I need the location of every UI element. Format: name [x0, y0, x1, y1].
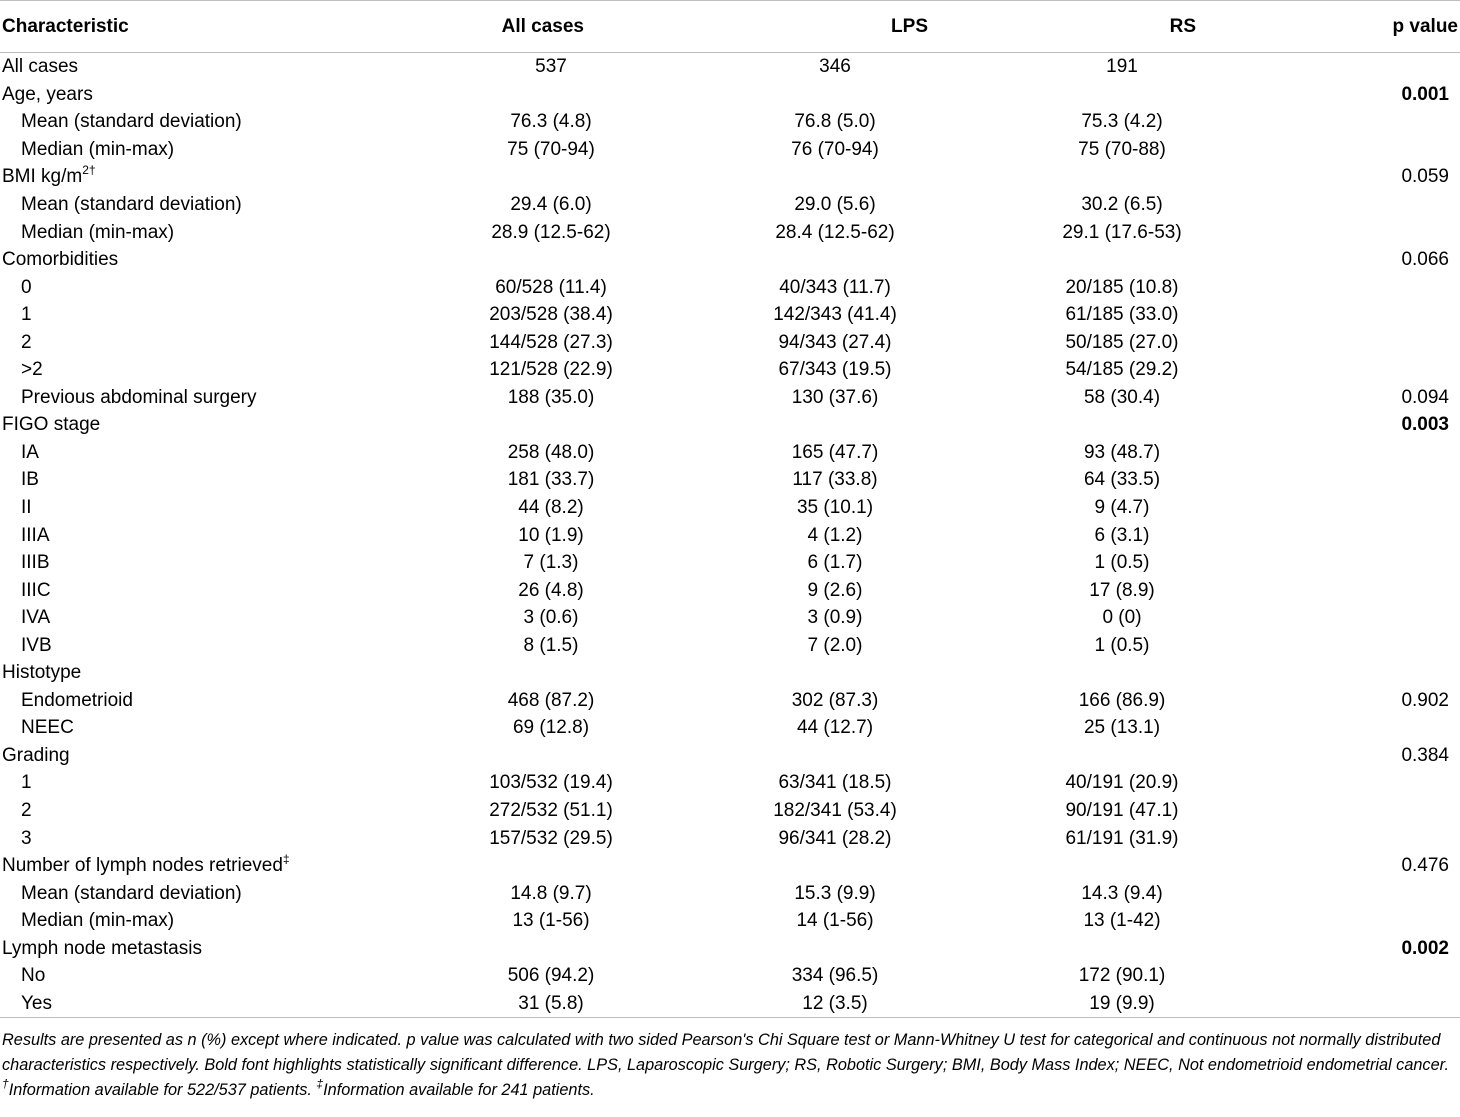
cell-characteristic	[0, 108, 420, 136]
cell-rs: 25 (13.1)	[1083, 717, 1161, 739]
cell-all-cases: 44 (8.2)	[518, 497, 584, 519]
cell-p-value: 0.066	[1401, 249, 1449, 271]
characteristic-label: 1	[21, 772, 32, 794]
table-footnote	[0, 1018, 1456, 1103]
cell-characteristic	[0, 218, 420, 246]
table-row	[0, 356, 1460, 384]
characteristic-label: No	[21, 965, 46, 987]
cell-rs: 20/185 (10.8)	[1065, 276, 1179, 298]
cell-all-cases: 272/532 (51.1)	[489, 800, 613, 822]
cell-all-cases: 188 (35.0)	[507, 386, 595, 408]
cell-all-cases	[420, 935, 662, 963]
footnote-note-bmi: Information available for 522/537 patients.	[8, 1081, 317, 1100]
characteristic-label: Lymph node metastasis	[2, 937, 202, 959]
cell-p-value	[1272, 218, 1460, 246]
characteristic-label: Age, years	[2, 83, 93, 105]
cell-characteristic	[0, 687, 420, 715]
cell-all-cases: 121/528 (22.9)	[489, 359, 613, 381]
cell-lps: 165 (47.7)	[791, 441, 879, 463]
cell-lps: 302 (87.3)	[791, 689, 879, 711]
cell-rs	[1032, 659, 1272, 687]
cell-characteristic	[0, 81, 420, 109]
cell-all-cases: 75 (70-94)	[507, 138, 595, 160]
characteristic-label: Mean (standard deviation)	[21, 111, 242, 133]
table-row	[0, 962, 1460, 990]
cell-characteristic	[0, 935, 420, 963]
table-row	[0, 218, 1460, 246]
cell-all-cases: 258 (48.0)	[507, 441, 595, 463]
cell-p-value	[1272, 356, 1460, 384]
cell-lps: 35 (10.1)	[796, 497, 874, 519]
cell-lps: 9 (2.6)	[807, 579, 863, 601]
cell-all-cases: 3 (0.6)	[523, 607, 579, 629]
cell-characteristic	[0, 466, 420, 494]
table-row	[0, 907, 1460, 935]
cell-lps: 334 (96.5)	[791, 965, 879, 987]
cell-characteristic	[0, 742, 420, 770]
cell-all-cases: 10 (1.9)	[518, 524, 584, 546]
characteristic-superscript: 2†	[82, 163, 96, 178]
cell-p-value	[1272, 466, 1460, 494]
cell-p-value	[1272, 604, 1460, 632]
cell-characteristic	[0, 852, 420, 880]
table-row	[0, 852, 1460, 880]
cell-rs: 75 (70-88)	[1078, 138, 1166, 160]
cell-characteristic	[0, 797, 420, 825]
cell-p-value	[1272, 494, 1460, 522]
characteristic-label: IIIC	[21, 579, 51, 601]
cell-rs: 54/185 (29.2)	[1065, 359, 1179, 381]
cell-lps: 14 (1-56)	[796, 910, 874, 932]
table-row	[0, 439, 1460, 467]
characteristic-label: Yes	[21, 992, 52, 1014]
cell-all-cases: 26 (4.8)	[518, 579, 584, 601]
cell-characteristic	[0, 494, 420, 522]
cell-rs: 93 (48.7)	[1083, 441, 1161, 463]
cell-p-value	[1272, 631, 1460, 659]
characteristic-label: Median (min-max)	[21, 138, 175, 160]
cell-lps	[662, 81, 1032, 109]
characteristic-label: IB	[21, 469, 39, 491]
cell-lps: 142/343 (41.4)	[773, 304, 897, 326]
table-row	[0, 742, 1460, 770]
characteristic-label: IA	[21, 441, 39, 463]
cell-all-cases: 28.9 (12.5-62)	[491, 221, 611, 243]
cell-rs: 61/191 (31.9)	[1065, 827, 1179, 849]
table-row	[0, 879, 1460, 907]
cell-p-value	[1272, 273, 1460, 301]
cell-all-cases: 157/532 (29.5)	[489, 827, 613, 849]
cell-all-cases: 144/528 (27.3)	[489, 331, 613, 353]
cell-characteristic	[0, 136, 420, 164]
header-p-value: p value	[1272, 1, 1460, 53]
table-row	[0, 81, 1460, 109]
cell-lps: 12 (3.5)	[662, 990, 1032, 1018]
cell-lps: 117 (33.8)	[792, 469, 878, 491]
cell-characteristic	[0, 769, 420, 797]
cell-rs	[1032, 163, 1272, 191]
cell-characteristic	[0, 962, 420, 990]
cell-rs: 166 (86.9)	[1078, 689, 1166, 711]
cell-all-cases: 29.4 (6.0)	[510, 194, 592, 215]
cell-rs: 58 (30.4)	[1083, 386, 1161, 408]
cell-rs	[1032, 246, 1272, 274]
characteristic-label: Median (min-max)	[21, 910, 175, 932]
cell-lps: 67/343 (19.5)	[778, 359, 892, 381]
table-row	[0, 246, 1460, 274]
characteristic-label: 2	[21, 800, 32, 822]
table-row	[0, 604, 1460, 632]
footnote-dagger-mark: †	[2, 1076, 9, 1091]
table-row	[0, 384, 1460, 412]
cell-p-value: 0.902	[1401, 689, 1449, 711]
cell-lps: 6 (1.7)	[807, 552, 863, 574]
cell-rs: 13 (1-42)	[1083, 910, 1161, 932]
cell-p-value	[1272, 990, 1460, 1018]
characteristic-label: IVB	[21, 634, 52, 656]
cell-rs: 50/185 (27.0)	[1065, 331, 1179, 353]
cell-lps: 3 (0.9)	[807, 607, 863, 629]
cell-characteristic	[0, 907, 420, 935]
cell-p-value	[1272, 962, 1460, 990]
cell-characteristic	[0, 53, 420, 81]
cell-characteristic	[0, 549, 420, 577]
cell-all-cases	[420, 81, 662, 109]
table-row	[0, 411, 1460, 439]
cell-p-value	[1272, 769, 1460, 797]
cell-all-cases: 76.3 (4.8)	[510, 111, 592, 133]
footnote-double-dagger-mark: ‡	[316, 1076, 324, 1091]
cell-lps: 94/343 (27.4)	[778, 331, 892, 353]
cell-p-value: 0.002	[1401, 937, 1449, 959]
cell-p-value: 0.384	[1401, 744, 1449, 766]
characteristic-label: IIIA	[21, 524, 50, 546]
cell-characteristic	[0, 521, 420, 549]
cell-rs: 14.3 (9.4)	[1081, 882, 1163, 904]
characteristic-label: Mean (standard deviation)	[21, 882, 242, 904]
cell-p-value	[1272, 328, 1460, 356]
table-row	[0, 273, 1460, 301]
cell-rs	[1032, 742, 1272, 770]
characteristic-label: IIIB	[21, 552, 50, 574]
cell-lps: 76 (70-94)	[791, 138, 879, 160]
cell-characteristic	[0, 659, 420, 687]
characteristic-superscript: ‡	[282, 851, 290, 866]
cell-rs: 191	[1106, 56, 1138, 78]
cell-all-cases: 14.8 (9.7)	[510, 882, 592, 904]
cell-p-value	[1272, 824, 1460, 852]
table-row	[0, 824, 1460, 852]
table-row	[0, 935, 1460, 963]
cell-p-value	[1272, 797, 1460, 825]
characteristic-label: NEEC	[21, 717, 74, 739]
cell-lps: 182/341 (53.4)	[773, 800, 897, 822]
cell-all-cases: 8 (1.5)	[523, 634, 579, 656]
cell-p-value	[1272, 879, 1460, 907]
cell-lps	[662, 852, 1032, 880]
table-row	[0, 328, 1460, 356]
cell-lps	[662, 246, 1032, 274]
cell-p-value	[1272, 439, 1460, 467]
cell-lps: 15.3 (9.9)	[794, 882, 876, 904]
cell-rs: 9 (4.7)	[1094, 497, 1150, 519]
characteristic-label: Mean (standard deviation)	[21, 194, 242, 215]
cell-p-value: 0.003	[1401, 414, 1449, 436]
characteristic-label: 2	[21, 331, 32, 353]
cell-all-cases: 537	[535, 56, 567, 78]
cell-lps: 63/341 (18.5)	[778, 772, 892, 794]
characteristic-label: >2	[21, 359, 43, 381]
cell-lps: 4 (1.2)	[807, 524, 863, 546]
header-all-cases: All cases	[420, 1, 662, 53]
cell-characteristic	[0, 631, 420, 659]
cell-p-value	[1272, 549, 1460, 577]
cell-lps: 29.0 (5.6)	[794, 194, 876, 215]
cell-lps: 28.4 (12.5-62)	[775, 221, 895, 243]
cell-characteristic	[0, 356, 420, 384]
cell-rs	[1032, 411, 1272, 439]
cell-p-value: 0.094	[1401, 386, 1449, 408]
cell-lps: 130 (37.6)	[791, 386, 879, 408]
cell-characteristic	[0, 191, 420, 219]
cell-rs	[1032, 81, 1272, 109]
cell-all-cases: 7 (1.3)	[523, 552, 579, 574]
cell-all-cases: 60/528 (11.4)	[495, 276, 607, 298]
cell-all-cases: 506 (94.2)	[507, 965, 595, 987]
table-row	[0, 521, 1460, 549]
cell-all-cases	[420, 742, 662, 770]
table-row	[0, 53, 1460, 81]
cell-rs	[1032, 852, 1272, 880]
cell-all-cases: 203/528 (38.4)	[489, 304, 613, 326]
table-row	[0, 163, 1460, 191]
cell-rs: 64 (33.5)	[1083, 469, 1161, 491]
cell-lps: 44 (12.7)	[796, 717, 874, 739]
cell-all-cases	[420, 659, 662, 687]
characteristic-label: Grading	[2, 744, 70, 766]
cell-all-cases	[420, 163, 662, 191]
table-row	[0, 990, 1460, 1018]
characteristic-label: II	[21, 497, 32, 519]
cell-p-value: 0.001	[1401, 83, 1449, 105]
cell-lps: 96/341 (28.2)	[778, 827, 892, 849]
cell-all-cases	[420, 411, 662, 439]
characteristic-label: Number of lymph nodes retrieved	[2, 855, 283, 877]
cell-all-cases	[420, 852, 662, 880]
table-row	[0, 494, 1460, 522]
characteristic-label: FIGO stage	[2, 414, 101, 436]
table-row	[0, 466, 1460, 494]
table-row	[0, 108, 1460, 136]
cell-p-value: 0.476	[1401, 855, 1449, 877]
characteristic-label: 3	[21, 827, 32, 849]
cell-rs: 75.3 (4.2)	[1081, 111, 1163, 133]
footnote-note-lymph-nodes: Information available for 241 patients.	[323, 1081, 595, 1100]
cell-characteristic	[0, 439, 420, 467]
cell-lps: 346	[819, 56, 851, 78]
cell-characteristic	[0, 301, 420, 329]
cell-characteristic	[0, 273, 420, 301]
characteristic-label: Previous abdominal surgery	[21, 386, 257, 408]
table-row	[0, 191, 1460, 219]
cell-p-value	[1272, 576, 1460, 604]
cell-rs: 40/191 (20.9)	[1065, 772, 1179, 794]
characteristic-label: Median (min-max)	[21, 221, 175, 243]
cell-characteristic	[0, 604, 420, 632]
cell-characteristic	[0, 879, 420, 907]
table-row	[0, 576, 1460, 604]
table-row	[0, 549, 1460, 577]
cell-p-value	[1272, 136, 1460, 164]
table-row	[0, 631, 1460, 659]
cell-rs: 1 (0.5)	[1094, 552, 1150, 574]
cell-characteristic	[0, 328, 420, 356]
cell-characteristic	[0, 411, 420, 439]
characteristic-label: Endometrioid	[21, 689, 133, 711]
cell-lps: 40/343 (11.7)	[779, 276, 891, 298]
cell-all-cases: 181 (33.7)	[507, 469, 595, 491]
table-row	[0, 687, 1460, 715]
characteristic-label: Histotype	[2, 662, 82, 684]
cell-all-cases: 468 (87.2)	[507, 689, 595, 711]
cell-lps	[662, 411, 1032, 439]
characteristic-label: All cases	[2, 56, 79, 78]
cell-p-value	[1272, 301, 1460, 329]
characteristic-label: 1	[21, 304, 32, 326]
characteristic-label: Comorbidities	[2, 249, 119, 271]
cell-all-cases	[420, 246, 662, 274]
table-header-row	[0, 1, 1460, 53]
cell-lps	[662, 163, 1032, 191]
table-row	[0, 769, 1460, 797]
cell-characteristic	[0, 714, 420, 742]
characteristic-label: 0	[21, 276, 32, 298]
cell-all-cases: 103/532 (19.4)	[489, 772, 613, 794]
cell-rs	[1032, 935, 1272, 963]
characteristic-label: IVA	[21, 607, 51, 629]
table-row	[0, 136, 1460, 164]
cell-p-value	[1272, 521, 1460, 549]
cell-rs: 29.1 (17.6-53)	[1062, 221, 1182, 243]
cell-all-cases: 31 (5.8)	[420, 990, 662, 1018]
cell-rs: 30.2 (6.5)	[1081, 194, 1163, 215]
cell-p-value	[1272, 714, 1460, 742]
cell-rs: 6 (3.1)	[1094, 524, 1150, 546]
cell-rs: 61/185 (33.0)	[1065, 304, 1179, 326]
cell-p-value	[1272, 659, 1460, 687]
cell-lps: 7 (2.0)	[807, 634, 863, 656]
cell-characteristic	[0, 246, 420, 274]
cell-p-value	[1272, 108, 1460, 136]
cell-characteristic	[0, 990, 420, 1018]
footnote-text: Results are presented as n (%) except where indicated. p value was calculated with two sided Pearson's Chi Square test or Mann-Whitney U test for categorical and continuous not normally distributed characteristics respectively. Bold font highlights statistically significant difference. LPS, Laparoscopic Surgery; RS, Robotic Surgery; BMI, Body Mass Index; NEEC, Not endometrioid endometrial cancer.	[2, 1031, 1449, 1075]
cell-rs: 1 (0.5)	[1094, 634, 1150, 656]
cell-characteristic	[0, 384, 420, 412]
header-characteristic: Characteristic	[0, 1, 420, 53]
cell-rs: 172 (90.1)	[1078, 965, 1166, 987]
cell-lps	[662, 935, 1032, 963]
cell-rs: 0 (0)	[1102, 607, 1142, 629]
cell-characteristic	[0, 576, 420, 604]
cell-p-value	[1272, 907, 1460, 935]
cell-rs: 19 (9.9)	[1032, 990, 1272, 1018]
characteristic-label: BMI kg/m	[2, 166, 83, 188]
table-row	[0, 301, 1460, 329]
cell-lps	[662, 742, 1032, 770]
cell-rs: 90/191 (47.1)	[1065, 800, 1179, 822]
table-row	[0, 797, 1460, 825]
header-lps: LPS	[662, 1, 1032, 53]
cell-p-value	[1272, 53, 1460, 81]
cell-p-value	[1272, 191, 1460, 219]
cell-characteristic	[0, 824, 420, 852]
table-body	[0, 53, 1460, 1018]
header-rs: RS	[1032, 1, 1272, 53]
cell-lps	[662, 659, 1032, 687]
cell-all-cases: 13 (1-56)	[512, 910, 590, 932]
cell-p-value: 0.059	[1401, 166, 1449, 188]
table-row	[0, 714, 1460, 742]
table-row	[0, 659, 1460, 687]
cell-rs: 17 (8.9)	[1089, 579, 1155, 601]
cell-lps: 76.8 (5.0)	[794, 111, 876, 133]
cell-characteristic	[0, 163, 420, 191]
cell-all-cases: 69 (12.8)	[512, 717, 590, 739]
